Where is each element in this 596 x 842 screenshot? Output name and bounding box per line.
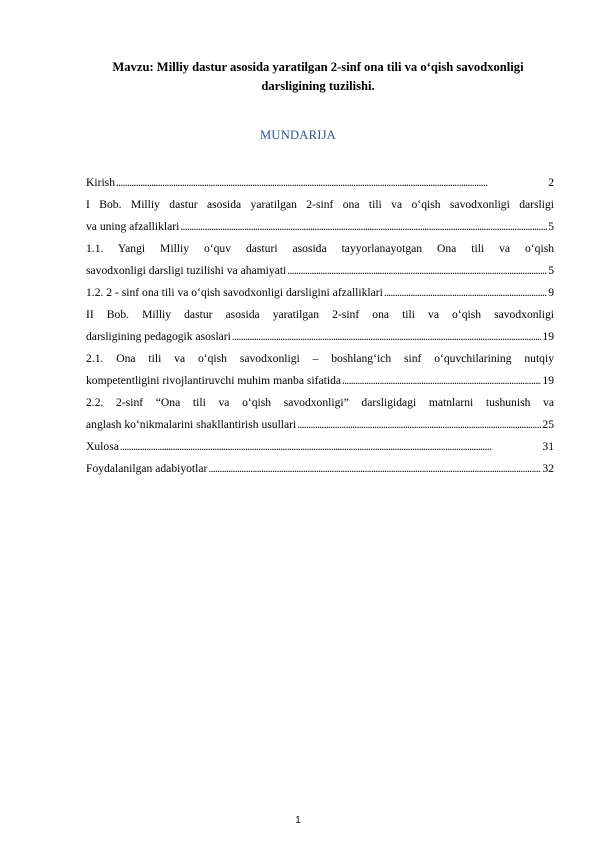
toc-entry-line [86, 216, 554, 238]
dot-leader [232, 326, 542, 348]
toc-entry[interactable] [86, 304, 554, 348]
dot-leader [180, 216, 547, 238]
toc-entry-line [86, 282, 554, 304]
toc-page-number: 2 [548, 176, 554, 189]
toc-entry[interactable] [86, 172, 554, 194]
dot-leader [208, 458, 541, 480]
toc-page-number: 25 [542, 418, 554, 431]
toc-entry-line [86, 326, 554, 348]
toc-entry-text: kompetentligini rivojlantiruvchi muhim manba sifatida [86, 374, 342, 387]
table-of-contents [86, 172, 554, 480]
toc-page-number: 19 [542, 330, 554, 343]
toc-entry-text: savodxonligi darsligi tuzilishi va ahamiyati [86, 264, 287, 277]
toc-entry[interactable] [86, 282, 554, 304]
toc-entry-text: Foydalanilgan adabiyotlar [86, 462, 208, 475]
toc-entry-text: 2.1. Ona tili va o‘qish savodxonligi – boshlang‘ich sinf o‘quvchilarining nutqiy [86, 352, 554, 365]
toc-entry-text: I Bob. Milliy dastur asosida yaratilgan 2-sinf ona tili va o‘qish savodxonligi darsligi [86, 198, 554, 211]
toc-page-number: 19 [542, 374, 554, 387]
toc-entry-line [86, 414, 554, 436]
toc-entry-text: va uning afzalliklari [86, 220, 180, 233]
toc-page-number: 31 [542, 440, 554, 453]
toc-entry-line [86, 172, 554, 194]
dot-leader [342, 370, 541, 392]
toc-entry-text: Kirish [86, 176, 115, 189]
document-title [80, 58, 556, 96]
toc-entry[interactable] [86, 348, 554, 392]
dot-leader [287, 260, 547, 282]
toc-entry-text: 1.2. 2 - sinf ona tili va o‘qish savodxonligi darsligini afzalliklari [86, 286, 383, 299]
dot-leader [120, 436, 542, 458]
toc-page-number: 5 [548, 264, 554, 277]
toc-entry-text: anglash ko‘nikmalarini shakllantirish usullari [86, 418, 297, 431]
toc-entry-text: II Bob. Milliy dastur asosida yaratilgan 2-sinf ona tili va o‘qish savodxonligi [86, 308, 554, 321]
toc-entry-line [86, 436, 554, 458]
toc-page-number: 5 [548, 220, 554, 233]
toc-entry-text: 1.1. Yangi Milliy o‘quv dasturi asosida tayyorlanayotgan Ona tili va o‘qish [86, 242, 554, 255]
toc-page-number: 32 [542, 462, 554, 475]
toc-heading: MUNDARIJA [260, 128, 336, 142]
toc-entry-line [86, 370, 554, 392]
title-line-1: Mavzu: Milliy dastur asosida yaratilgan 2-sinf ona tili va o‘qish savodxonligi [112, 60, 524, 74]
dot-leader [297, 414, 541, 436]
toc-entry[interactable] [86, 238, 554, 282]
title-line-2: darsligining tuzilishi. [261, 79, 375, 93]
toc-page-number: 9 [548, 286, 554, 299]
dot-leader [384, 282, 547, 304]
toc-entry-text: darsligining pedagogik asoslari [86, 330, 231, 343]
toc-entry[interactable] [86, 436, 554, 458]
dot-leader [116, 172, 547, 194]
toc-entry-text: Xulosa [86, 440, 119, 453]
toc-entry[interactable] [86, 392, 554, 436]
toc-entry[interactable] [86, 458, 554, 480]
page-number: 1 [295, 815, 301, 826]
toc-entry[interactable] [86, 194, 554, 238]
toc-entry-line [86, 260, 554, 282]
toc-entry-text: 2.2. 2-sinf “Ona tili va o‘qish savodxonligi” darsligidagi matnlarni tushunish va [86, 396, 554, 409]
toc-entry-line [86, 458, 554, 480]
